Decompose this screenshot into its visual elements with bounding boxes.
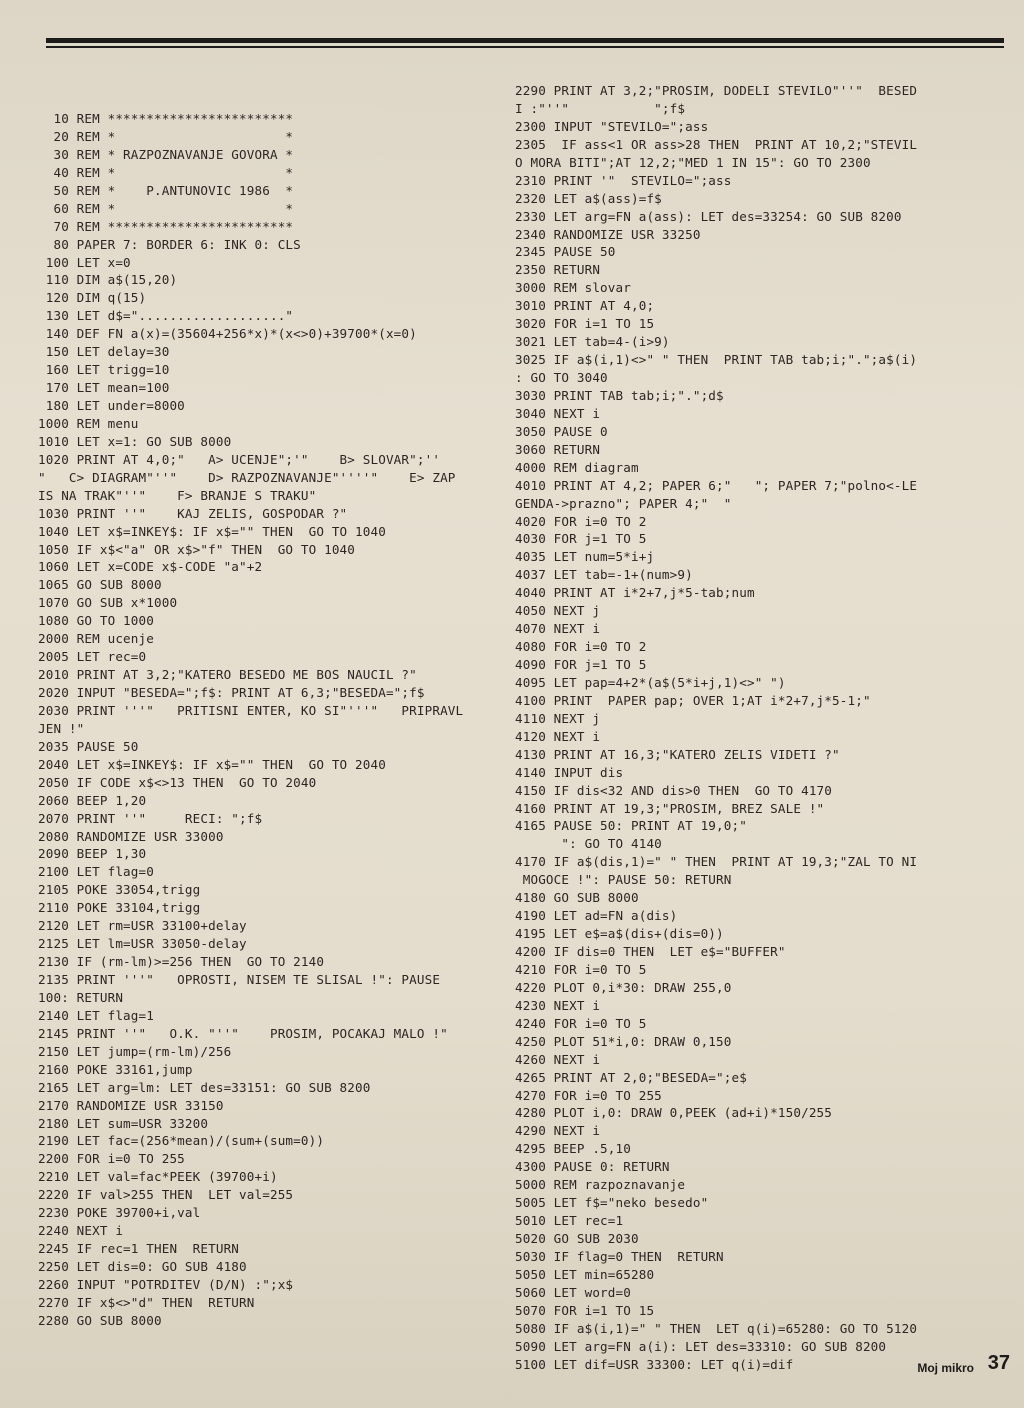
code-line: 4070 NEXT i [515,621,601,637]
code-line: 4220 PLOT 0,i*30: DRAW 255,0 [515,979,732,995]
code-line: 70 REM ************************ [38,218,294,234]
code-line: 2040 LET x$=INKEY$: IF x$="" THEN GO TO 2040 [38,756,386,772]
code-line: 5070 FOR i=1 TO 15 [515,1302,655,1318]
code-line: 3000 REM slovar [515,280,631,296]
code-line: 4010 PRINT AT 4,2; PAPER 6;" "; PAPER 7;"polno<-LE [515,477,918,493]
page-number: 37 [987,1352,1010,1374]
code-line: 5100 LET dif=USR 33300: LET q(i)=dif [515,1356,794,1372]
code-line: I :"''" ";f$ [515,100,686,116]
code-line: 1040 LET x$=INKEY$: IF x$="" THEN GO TO 1040 [38,523,386,539]
code-line: 4265 PRINT AT 2,0;"BESEDA=";e$ [515,1069,747,1085]
code-line: 2050 IF CODE x$<>13 THEN GO TO 2040 [38,774,317,790]
code-line: 160 LET trigg=10 [38,362,170,378]
code-line: 4300 PAUSE 0: RETURN [515,1159,670,1175]
code-line: 2350 RETURN [515,262,601,278]
code-line: 5020 GO SUB 2030 [515,1231,639,1246]
code-line: 2000 REM ucenje [38,631,154,647]
code-line: 5080 IF a$(i,1)=" " THEN LET q(i)=65280: GO TO 5120 [515,1320,918,1336]
code-line: 1070 GO SUB x*1000 [38,595,178,611]
code-line: 2310 PRINT '" STEVILO=";ass [515,172,732,188]
code-line: 1010 LET x=1: GO SUB 8000 [38,433,232,449]
code-line: 3060 RETURN [515,441,601,457]
code-line: 2300 INPUT "STEVILO=";ass [515,118,709,134]
code-line: 3050 PAUSE 0 [515,423,608,439]
code-line: 2345 PAUSE 50 [515,244,616,260]
code-line: 4030 FOR j=1 TO 5 [515,531,647,547]
code-line: 1020 PRINT AT 4,0;" A> UCENJE";'" B> SLOVAR";'' [38,451,441,467]
code-line: 30 REM * RAZPOZNAVANJE GOVORA * [38,146,294,162]
code-line: 4290 NEXT i [515,1123,601,1139]
code-line: 110 DIM a$(15,20) [38,272,178,288]
code-line: 4280 PLOT i,0: DRAW 0,PEEK (ad+i)*150/255 [515,1105,833,1121]
code-line: 4195 LET e$=a$(dis+(dis=0)) [515,926,724,942]
code-line: 4160 PRINT AT 19,3;"PROSIM, BREZ SALE !" [515,800,825,816]
code-line: O MORA BITI";AT 12,2;"MED 1 IN 15": GO TO 2300 [515,154,871,170]
code-line: 2160 POKE 33161,jump [38,1061,193,1077]
code-line: 2020 INPUT "BESEDA=";f$: PRINT AT 6,3;"BESEDA=";f$ [38,685,425,700]
code-line: 3021 LET tab=4-(i>9) [515,334,670,350]
code-line: 4250 PLOT 51*i,0: DRAW 0,150 [515,1033,732,1049]
code-line: 4050 NEXT j [515,603,601,619]
code-line: 4130 PRINT AT 16,3;"KATERO ZELIS VIDETI ?" [515,746,840,762]
code-line: 2120 LET rm=USR 33100+delay [38,918,247,934]
code-line: 4080 FOR i=0 TO 2 [515,639,647,655]
code-line: 4095 LET pap=4+2*(a$(5*i+j,1)<>" ") [515,674,786,690]
code-line: 150 LET delay=30 [38,344,170,360]
code-line: 4120 NEXT i [515,728,601,744]
code-line: 4035 LET num=5*i+j [515,549,655,565]
code-line: 1000 REM menu [38,415,139,431]
code-line: 2245 IF rec=1 THEN RETURN [38,1241,240,1257]
header-rule-thin [46,46,1004,48]
code-line: 2005 LET rec=0 [38,649,147,665]
code-line: 2145 PRINT ''" O.K. "''" PROSIM, POCAKAJ MALO !" [38,1025,448,1041]
code-line: 20 REM * * [38,128,294,144]
code-line: 2260 INPUT "POTRDITEV (D/N) :";x$ [38,1276,294,1292]
code-line: 2110 POKE 33104,trigg [38,900,201,916]
code-line: 3040 NEXT i [515,405,601,421]
code-line: 4200 IF dis=0 THEN LET e$="BUFFER" [515,944,786,959]
header-rule [46,38,1004,43]
code-line: 2140 LET flag=1 [38,1007,154,1023]
code-line: 3025 IF a$(i,1)<>" " THEN PRINT TAB tab;i;".";a$(i) [515,352,918,368]
code-line: 2320 LET a$(ass)=f$ [515,190,662,206]
code-line: : GO TO 3040 [515,370,608,385]
code-line: 4190 LET ad=FN a(dis) [515,908,678,924]
code-line: 2090 BEEP 1,30 [38,846,147,862]
code-line: 4040 PRINT AT i*2+7,j*5-tab;num [515,585,755,601]
code-line: 2010 PRINT AT 3,2;"KATERO BESEDO ME BOS NAUCIL ?" [38,667,417,683]
listing-column-left [38,110,463,1330]
code-line: 2270 IF x$<>"d" THEN RETURN [38,1294,255,1310]
code-line: 10 REM ************************ [38,111,294,126]
code-line: 4170 IF a$(dis,1)=" " THEN PRINT AT 19,3;"ZAL TO NI [515,854,918,870]
code-line: 2125 LET lm=USR 33050-delay [38,936,247,952]
code-line: 2180 LET sum=USR 33200 [38,1115,209,1131]
code-line: 2080 RANDOMIZE USR 33000 [38,828,224,844]
code-line: 2035 PAUSE 50 [38,738,139,754]
code-line: 2305 IF ass<1 OR ass>28 THEN PRINT AT 10,2;"STEVIL [515,136,918,152]
code-line: " C> DIAGRAM"''" D> RAZPOZNAVANJE"''''" E> ZAP [38,469,456,485]
code-line: 5000 REM razpoznavanje [515,1177,686,1193]
code-line: 2230 POKE 39700+i,val [38,1205,201,1221]
code-line: 2250 LET dis=0: GO SUB 4180 [38,1259,247,1274]
code-line: 3030 PRINT TAB tab;i;".";d$ [515,387,724,403]
code-line: GENDA->prazno"; PAPER 4;" " [515,495,732,511]
code-line: 4140 INPUT dis [515,764,624,780]
code-line: 100 LET x=0 [38,254,131,270]
code-line: 60 REM * * [38,200,294,216]
code-line: 2105 POKE 33054,trigg [38,882,201,898]
code-line: 50 REM * P.ANTUNOVIC 1986 * [38,182,294,198]
code-line: 80 PAPER 7: BORDER 6: INK 0: CLS [38,236,301,252]
code-line: 2280 GO SUB 8000 [38,1312,162,1328]
code-line: 1030 PRINT ''" KAJ ZELIS, GOSPODAR ?" [38,505,348,521]
code-line: 5010 LET rec=1 [515,1213,624,1229]
code-line: 4240 FOR i=0 TO 5 [515,1015,647,1031]
code-line: 2130 IF (rm-lm)>=256 THEN GO TO 2140 [38,954,325,970]
code-line: 1080 GO TO 1000 [38,613,154,629]
code-line: 4180 GO SUB 8000 [515,890,639,906]
code-line: 130 LET d$="..................." [38,308,294,324]
listing-column-right [515,82,917,1374]
code-line: 1060 LET x=CODE x$-CODE "a"+2 [38,559,263,575]
code-line: 4037 LET tab=-1+(num>9) [515,567,693,583]
code-line: 2135 PRINT '''" OPROSTI, NISEM TE SLISAL !": PAUSE [38,972,441,987]
code-line: 4230 NEXT i [515,997,601,1013]
magazine-name: Moj mikro [917,1361,974,1375]
code-line: 4270 FOR i=0 TO 255 [515,1087,662,1103]
code-line: 5005 LET f$="neko besedo" [515,1195,709,1211]
code-line: 2100 LET flag=0 [38,864,154,880]
code-line: 4165 PAUSE 50: PRINT AT 19,0;" [515,818,747,834]
code-line: 40 REM * * [38,164,294,180]
code-line: 2290 PRINT AT 3,2;"PROSIM, DODELI STEVILO"''" BESED [515,83,918,98]
code-line: 2170 RANDOMIZE USR 33150 [38,1097,224,1113]
code-line: MOGOCE !": PAUSE 50: RETURN [515,872,732,888]
code-line: 2190 LET fac=(256*mean)/(sum+(sum=0)) [38,1133,325,1149]
code-line: 5090 LET arg=FN a(i): LET des=33310: GO SUB 8200 [515,1338,887,1354]
code-line: 2070 PRINT ''" RECI: ";f$ [38,810,263,826]
code-line: 100: RETURN [38,989,124,1005]
code-line: 4260 NEXT i [515,1051,601,1067]
code-line: 2200 FOR i=0 TO 255 [38,1151,185,1167]
code-line: 3010 PRINT AT 4,0; [515,298,655,314]
code-line: 4090 FOR j=1 TO 5 [515,657,647,672]
code-line: 1065 GO SUB 8000 [38,577,162,593]
code-line: JEN !" [38,720,85,736]
code-line: 2340 RANDOMIZE USR 33250 [515,226,701,242]
code-line: 2240 NEXT i [38,1223,124,1239]
code-line: 170 LET mean=100 [38,380,170,396]
code-line: 2060 BEEP 1,20 [38,792,147,808]
code-line: ": GO TO 4140 [515,836,662,852]
code-line: 4000 REM diagram [515,459,639,475]
code-line: 4150 IF dis<32 AND dis>0 THEN GO TO 4170 [515,782,833,798]
code-line: 4295 BEEP .5,10 [515,1141,631,1157]
code-line: IS NA TRAK"''" F> BRANJE S TRAKU" [38,487,317,503]
code-line: 4210 FOR i=0 TO 5 [515,961,647,977]
code-line: 2165 LET arg=lm: LET des=33151: GO SUB 8200 [38,1079,371,1095]
code-line: 2210 LET val=fac*PEEK (39700+i) [38,1169,278,1185]
code-line: 4020 FOR i=0 TO 2 [515,513,647,529]
code-line: 2330 LET arg=FN a(ass): LET des=33254: GO SUB 8200 [515,208,902,224]
code-line: 3020 FOR i=1 TO 15 [515,316,655,332]
code-line: 5060 LET word=0 [515,1284,631,1300]
code-line: 140 DEF FN a(x)=(35604+256*x)*(x<>0)+39700*(x=0) [38,326,417,342]
code-line: 4110 NEXT j [515,710,601,726]
code-line: 4100 PRINT PAPER pap; OVER 1;AT i*2+7,j*5-1;" [515,692,871,708]
code-line: 2220 IF val>255 THEN LET val=255 [38,1187,294,1203]
code-line: 5050 LET min=65280 [515,1266,655,1282]
code-line: 2030 PRINT '''" PRITISNI ENTER, KO SI"'''" PRIPRAVL [38,702,464,718]
code-line: 120 DIM q(15) [38,290,147,306]
code-line: 2150 LET jump=(rm-lm)/256 [38,1043,232,1059]
code-line: 1050 IF x$<"a" OR x$>"f" THEN GO TO 1040 [38,541,356,557]
code-line: 180 LET under=8000 [38,398,185,413]
code-line: 5030 IF flag=0 THEN RETURN [515,1248,724,1264]
